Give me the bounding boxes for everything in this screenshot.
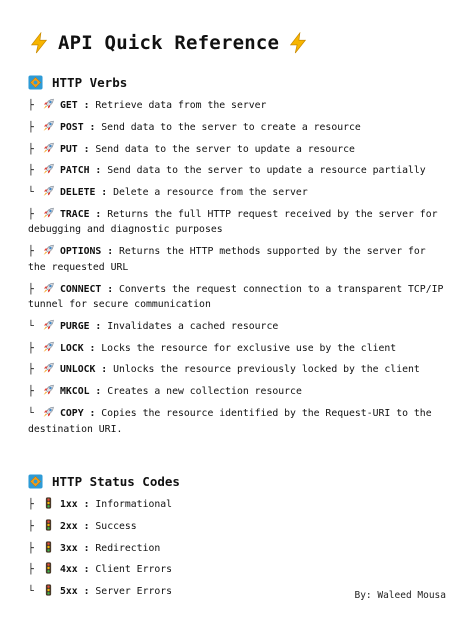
colon-separator: : xyxy=(101,246,114,258)
status-code-item-4xx xyxy=(28,562,448,578)
traffic-light-icon xyxy=(42,519,55,531)
status-code-description: Server Errors xyxy=(89,586,173,598)
http-verb-item-connect xyxy=(28,282,448,313)
http-verb-description: Invalidates a cached resource xyxy=(101,320,279,332)
http-verb-item-unlock xyxy=(28,362,448,378)
status-code-item-3xx xyxy=(28,541,448,557)
colon-separator: : xyxy=(77,586,90,598)
http-verbs-list xyxy=(28,98,448,437)
colon-separator: : xyxy=(89,165,102,177)
http-verb-description: Send data to the server to create a resource xyxy=(95,121,361,133)
http-verb-item-options xyxy=(28,244,448,275)
http-verb-description: Send data to the server to update a resource xyxy=(89,143,355,155)
lightning-bolt-icon xyxy=(287,32,309,54)
tree-branch-glyph: ├ xyxy=(28,342,34,354)
http-verb-name: MKCOL xyxy=(60,386,90,398)
http-verb-name: COPY xyxy=(60,408,84,420)
tree-branch-glyph: ├ xyxy=(28,564,34,576)
rocket-icon xyxy=(42,406,55,418)
tree-branch-glyph: └ xyxy=(28,187,34,199)
http-verb-item-put xyxy=(28,142,448,158)
colon-separator: : xyxy=(83,408,96,420)
http-verb-name: UNLOCK xyxy=(60,364,96,376)
http-verb-description: Unlocks the resource previously locked by the client xyxy=(107,364,420,376)
rocket-icon xyxy=(42,319,55,331)
http-verb-name: TRACE xyxy=(60,208,90,220)
traffic-light-icon xyxy=(42,584,55,596)
section-heading-http-status-codes xyxy=(28,471,448,491)
tree-branch-glyph: ├ xyxy=(28,499,34,511)
http-verb-item-trace xyxy=(28,207,448,238)
tree-branch-glyph: ├ xyxy=(28,100,34,111)
status-code-description: Success xyxy=(89,520,137,532)
http-verb-description: Retrieve data from the server xyxy=(89,100,267,111)
tree-branch-glyph: ├ xyxy=(28,386,34,398)
http-verb-description: Send data to the server to update a resource partially xyxy=(101,165,426,177)
http-verb-description: Copies the resource identified by the Request-URI to the destination URI. xyxy=(28,408,432,435)
rocket-icon xyxy=(42,362,55,374)
status-code-name: 2xx xyxy=(60,520,78,532)
tree-branch-glyph: ├ xyxy=(28,520,34,532)
rocket-icon xyxy=(42,341,55,353)
section-heading-http-verbs xyxy=(28,72,448,92)
rocket-icon xyxy=(42,185,55,197)
colon-separator: : xyxy=(89,208,102,220)
status-code-description: Client Errors xyxy=(89,564,173,576)
rocket-icon xyxy=(42,163,55,175)
http-verb-item-mkcol xyxy=(28,384,448,400)
http-verb-item-patch xyxy=(28,163,448,179)
http-verb-name: OPTIONS xyxy=(60,246,102,258)
tree-branch-glyph: └ xyxy=(28,408,34,420)
http-verb-item-lock xyxy=(28,341,448,357)
page-title xyxy=(28,28,448,58)
colon-separator: : xyxy=(89,386,102,398)
rocket-icon xyxy=(42,98,55,110)
colon-separator: : xyxy=(83,342,96,354)
colon-separator: : xyxy=(101,283,114,295)
status-code-name: 3xx xyxy=(60,542,78,554)
colon-separator: : xyxy=(77,564,90,576)
colon-separator: : xyxy=(95,364,108,376)
rocket-icon xyxy=(42,244,55,256)
http-verb-name: PUT xyxy=(60,143,78,155)
tree-branch-glyph: └ xyxy=(28,320,34,332)
http-verb-description: Creates a new collection resource xyxy=(101,386,302,398)
tree-branch-glyph: └ xyxy=(28,586,34,598)
status-code-name: 4xx xyxy=(60,564,78,576)
http-verb-name: GET xyxy=(60,100,78,111)
colon-separator: : xyxy=(89,320,102,332)
status-code-name: 1xx xyxy=(60,499,78,511)
http-verb-item-delete xyxy=(28,185,448,201)
section-heading-text: HTTP Status Codes xyxy=(52,473,180,489)
tree-branch-glyph: ├ xyxy=(28,143,34,155)
http-verb-description: Locks the resource for exclusive use by the client xyxy=(95,342,397,354)
tree-branch-glyph: ├ xyxy=(28,542,34,554)
diamond-with-dot-icon xyxy=(28,474,43,489)
http-verb-name: PURGE xyxy=(60,320,90,332)
http-verb-name: POST xyxy=(60,121,84,133)
colon-separator: : xyxy=(95,187,108,199)
http-verb-item-purge xyxy=(28,319,448,335)
http-verb-item-post xyxy=(28,120,448,136)
traffic-light-icon xyxy=(42,497,55,509)
tree-branch-glyph: ├ xyxy=(28,246,34,258)
tree-branch-glyph: ├ xyxy=(28,283,34,295)
traffic-light-icon xyxy=(42,562,55,574)
http-verb-description: Delete a resource from the server xyxy=(107,187,308,199)
http-verb-description: Returns the HTTP methods supported by the server for the requested URL xyxy=(28,246,426,273)
traffic-light-icon xyxy=(42,541,55,553)
status-code-description: Redirection xyxy=(89,542,161,554)
tree-branch-glyph: ├ xyxy=(28,121,34,133)
tree-branch-glyph: ├ xyxy=(28,165,34,177)
http-verb-name: DELETE xyxy=(60,187,96,199)
status-code-item-1xx xyxy=(28,497,448,513)
colon-separator: : xyxy=(77,499,90,511)
http-verb-name: CONNECT xyxy=(60,283,102,295)
http-status-codes-list xyxy=(28,497,448,600)
status-code-item-2xx xyxy=(28,519,448,535)
http-verb-name: LOCK xyxy=(60,342,84,354)
reference-sheet xyxy=(28,28,448,606)
lightning-bolt-icon xyxy=(28,32,50,54)
http-verb-description: Returns the full HTTP request received by the server for debugging and diagnostic purposes xyxy=(28,208,438,236)
page-title-text: API Quick Reference xyxy=(58,32,280,54)
rocket-icon xyxy=(42,384,55,396)
diamond-with-dot-icon xyxy=(28,75,43,90)
colon-separator: : xyxy=(77,520,90,532)
rocket-icon xyxy=(42,282,55,294)
author-byline: By: Waleed Mousa xyxy=(354,590,446,601)
tree-branch-glyph: ├ xyxy=(28,364,34,376)
colon-separator: : xyxy=(77,100,90,111)
colon-separator: : xyxy=(77,143,90,155)
http-verb-description: Converts the request connection to a transparent TCP/IP tunnel for secure communication xyxy=(28,283,444,311)
tree-branch-glyph: ├ xyxy=(28,208,34,220)
rocket-icon xyxy=(42,120,55,132)
status-code-name: 5xx xyxy=(60,586,78,598)
rocket-icon xyxy=(42,207,55,219)
http-verb-item-copy xyxy=(28,406,448,437)
http-verb-name: PATCH xyxy=(60,165,90,177)
colon-separator: : xyxy=(77,542,90,554)
colon-separator: : xyxy=(83,121,96,133)
http-verb-item-get xyxy=(28,98,448,114)
rocket-icon xyxy=(42,142,55,154)
section-heading-text: HTTP Verbs xyxy=(52,74,128,90)
status-code-description: Informational xyxy=(89,499,173,511)
